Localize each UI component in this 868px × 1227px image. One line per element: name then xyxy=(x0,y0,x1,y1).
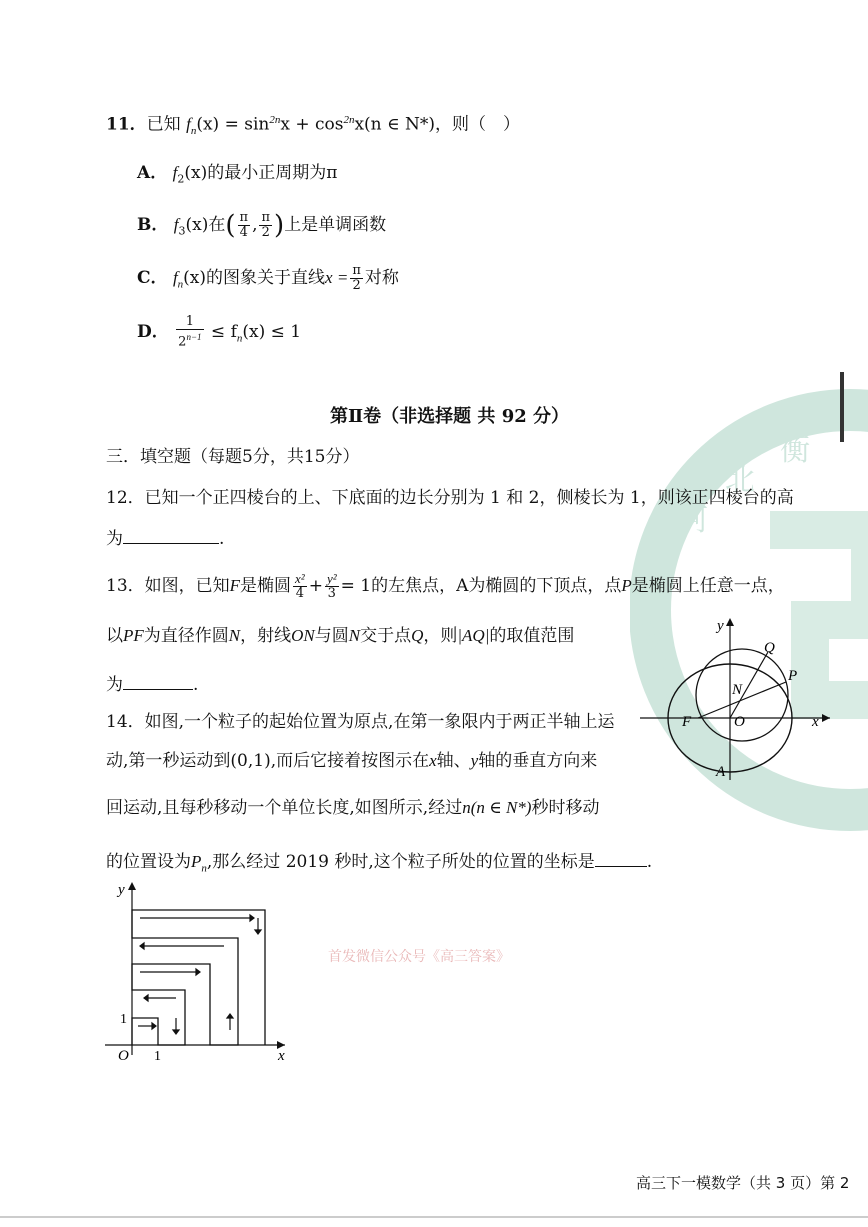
logo-char-he: 河 xyxy=(678,504,708,537)
q13-line1: 13．如图，已知F是椭圆 $\frac{\text{x²}}{4}$ + $\frac{\text{y²}}{3}$ = 1的左焦点，A为椭圆的下顶点，点P是椭圆上任意一点， xyxy=(106,571,785,601)
q11-option-b: B． $f_3(x)$在( $\frac{\pi}{4}$ , $\frac{\pi}{2}$ )上是单调函数 xyxy=(137,210,387,241)
q11-stem: 11．已知 $f_n(x) = \sin^{2n}x + \cos^{2n}x(n$ ∈ N*)，则（ ） xyxy=(106,114,521,138)
grid-label-one-x: 1 xyxy=(154,1049,161,1064)
ellipse-x-arrow xyxy=(822,714,830,722)
ellipse-label-a: A xyxy=(716,764,726,780)
logo-char-heng: 衡 xyxy=(780,434,810,467)
path-arrows xyxy=(138,915,261,1034)
q12-line1: 12．已知一个正四棱台的上、下底面的边长分别为 1 和 2，侧棱长为 1，则该正四棱台的高 xyxy=(106,488,794,508)
ellipse-label-q: Q xyxy=(764,640,775,656)
q12-answer-blank[interactable] xyxy=(123,527,219,544)
section3-heading: 三．填空题（每题5分，共15分） xyxy=(106,447,360,467)
q13-line3: 为 . xyxy=(106,675,199,695)
watermark-text: 首发微信公众号《高三答案》 xyxy=(328,949,510,965)
logo-char-bei: 北 xyxy=(725,464,755,497)
ellipse-figure xyxy=(640,610,840,785)
q14-answer-blank[interactable] xyxy=(595,850,647,867)
logo-side-text: HENGSHUI xyxy=(631,609,688,714)
ellipse-label-n: N xyxy=(732,682,743,698)
logo-bottom-text: HIGH xyxy=(748,780,814,822)
ellipse-label-p: P xyxy=(788,668,798,684)
ellipse-label-x: x xyxy=(812,714,819,730)
ellipse-label-f: F xyxy=(682,714,692,730)
q13-line2: 以PF为直径作圆N，射线ON与圆N交于点Q，则|AQ|的取值范围 xyxy=(106,626,575,646)
part2-title: 第Ⅱ卷（非选择题 共 92 分） xyxy=(330,406,570,427)
grid-label-origin: O xyxy=(118,1048,129,1064)
q12-line2: 为 . xyxy=(106,529,225,549)
ellipse-y-arrow xyxy=(726,618,734,626)
particle-path-figure xyxy=(100,880,300,1065)
grid-label-y: y xyxy=(118,882,125,898)
q11-option-d: D． $\frac{1}{2^{n-1}}$ ≤ $f_n(x) \le 1$ xyxy=(137,314,302,350)
bottom-divider xyxy=(0,1216,868,1218)
grid-label-x: x xyxy=(278,1048,285,1064)
q13-answer-blank[interactable] xyxy=(123,673,193,690)
ellipse-label-y: y xyxy=(717,618,724,634)
page-footer: 高三下一模数学（共 3 页）第 2 xyxy=(636,1174,850,1192)
q14-line2: 动,第一秒运动到(0,1),而后它接着按图示在x轴、y轴的垂直方向来 xyxy=(106,751,598,771)
grid-label-one-y: 1 xyxy=(120,1012,127,1027)
q11-option-c: C． $f_n(x)$的图象关于直线x = $\frac{\pi}{2}$ 对称 xyxy=(137,263,399,293)
q11-option-a: A． $f_2(x)$的最小正周期为π xyxy=(137,163,338,186)
right-edge-bar xyxy=(840,372,844,442)
q14-line4: 的位置设为$P_n$,那么经过 2019 秒时,这个粒子所处的位置的坐标是 . xyxy=(106,852,653,875)
q14-line3: 回运动,且每秒移动一个单位长度,如图所示,经过n(n ∈ N*)秒时移动 xyxy=(106,798,600,818)
q14-line1: 14．如图,一个粒子的起始位置为原点,在第一象限内于两正半轴上运 xyxy=(106,712,615,732)
ellipse-label-o: O xyxy=(734,714,745,730)
